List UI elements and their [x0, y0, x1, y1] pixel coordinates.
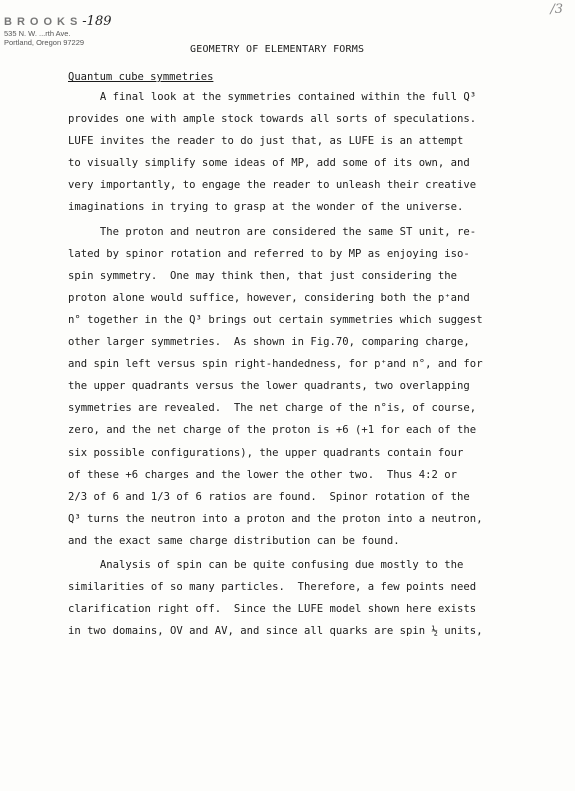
address-stamp: [4, 14, 112, 47]
text-line: imaginations in trying to grasp at the wonder of the universe.: [68, 201, 464, 214]
text-line: very importantly, to engage the reader to unleash their creative: [68, 179, 477, 192]
stamp-name-text: BROOKS: [4, 16, 83, 28]
text-line: lated by spinor rotation and referred to by MP as enjoying iso-: [68, 247, 470, 260]
body-text: [68, 86, 528, 642]
text-line: proton alone would suffice, however, considering both the p⁺and: [68, 291, 470, 304]
text-line: the upper quadrants versus the lower quadrants, two overlapping: [68, 380, 470, 393]
page-number-mark: /3: [550, 2, 563, 17]
text-line: clarification right off. Since the LUFE model shown here exists: [68, 603, 477, 616]
stamp-name: [4, 14, 112, 29]
text-line: spin symmetry. One may think then, that just considering the: [68, 269, 458, 282]
stamp-city: Portland, Oregon 97229: [4, 38, 85, 47]
text-line: Analysis of spin can be quite confusing due mostly to the: [68, 558, 464, 571]
section-heading: Quantum cube symmetries: [68, 71, 214, 83]
text-line: of these +6 charges and the lower the other two. Thus 4:2 or: [68, 468, 458, 481]
text-line: zero, and the net charge of the proton is +6 (+1 for each of the: [68, 424, 477, 437]
text-line: Q³ turns the neutron into a proton and the proton into a neutron,: [68, 512, 483, 525]
paragraph-3: [68, 554, 528, 642]
text-line: six possible configurations), the upper quadrants contain four: [68, 446, 464, 459]
text-line: LUFE invites the reader to do just that, as LUFE is an attempt: [68, 135, 464, 148]
handwritten-number: -189: [82, 14, 112, 29]
text-line: in two domains, OV and AV, and since all quarks are spin ½ units,: [68, 625, 483, 638]
paragraph-2: [68, 221, 528, 552]
text-line: and the exact same charge distribution can be found.: [68, 534, 400, 547]
text-line: to visually simplify some ideas of MP, add some of its own, and: [68, 157, 470, 170]
stamp-street: 535 N. W. ...rth Ave.: [4, 29, 71, 38]
text-line: provides one with ample stock towards all sorts of speculations.: [68, 113, 477, 126]
page-title: GEOMETRY OF ELEMENTARY FORMS: [190, 44, 365, 55]
text-line: The proton and neutron are considered the same ST unit, re-: [68, 225, 477, 238]
text-line: similarities of so many particles. Therefore, a few points need: [68, 581, 477, 594]
text-line: 2/3 of 6 and 1/3 of 6 ratios are found. Spinor rotation of the: [68, 490, 470, 503]
text-line: and spin left versus spin right-handedness, for p⁺and n°, and for: [68, 358, 483, 371]
paragraph-1: [68, 86, 528, 219]
text-line: symmetries are revealed. The net charge of the n°is, of course,: [68, 402, 477, 415]
text-line: n° together in the Q³ brings out certain symmetries which suggest: [68, 313, 483, 326]
text-line: other larger symmetries. As shown in Fig.70, comparing charge,: [68, 336, 470, 349]
text-line: A final look at the symmetries contained within the full Q³: [68, 91, 477, 103]
